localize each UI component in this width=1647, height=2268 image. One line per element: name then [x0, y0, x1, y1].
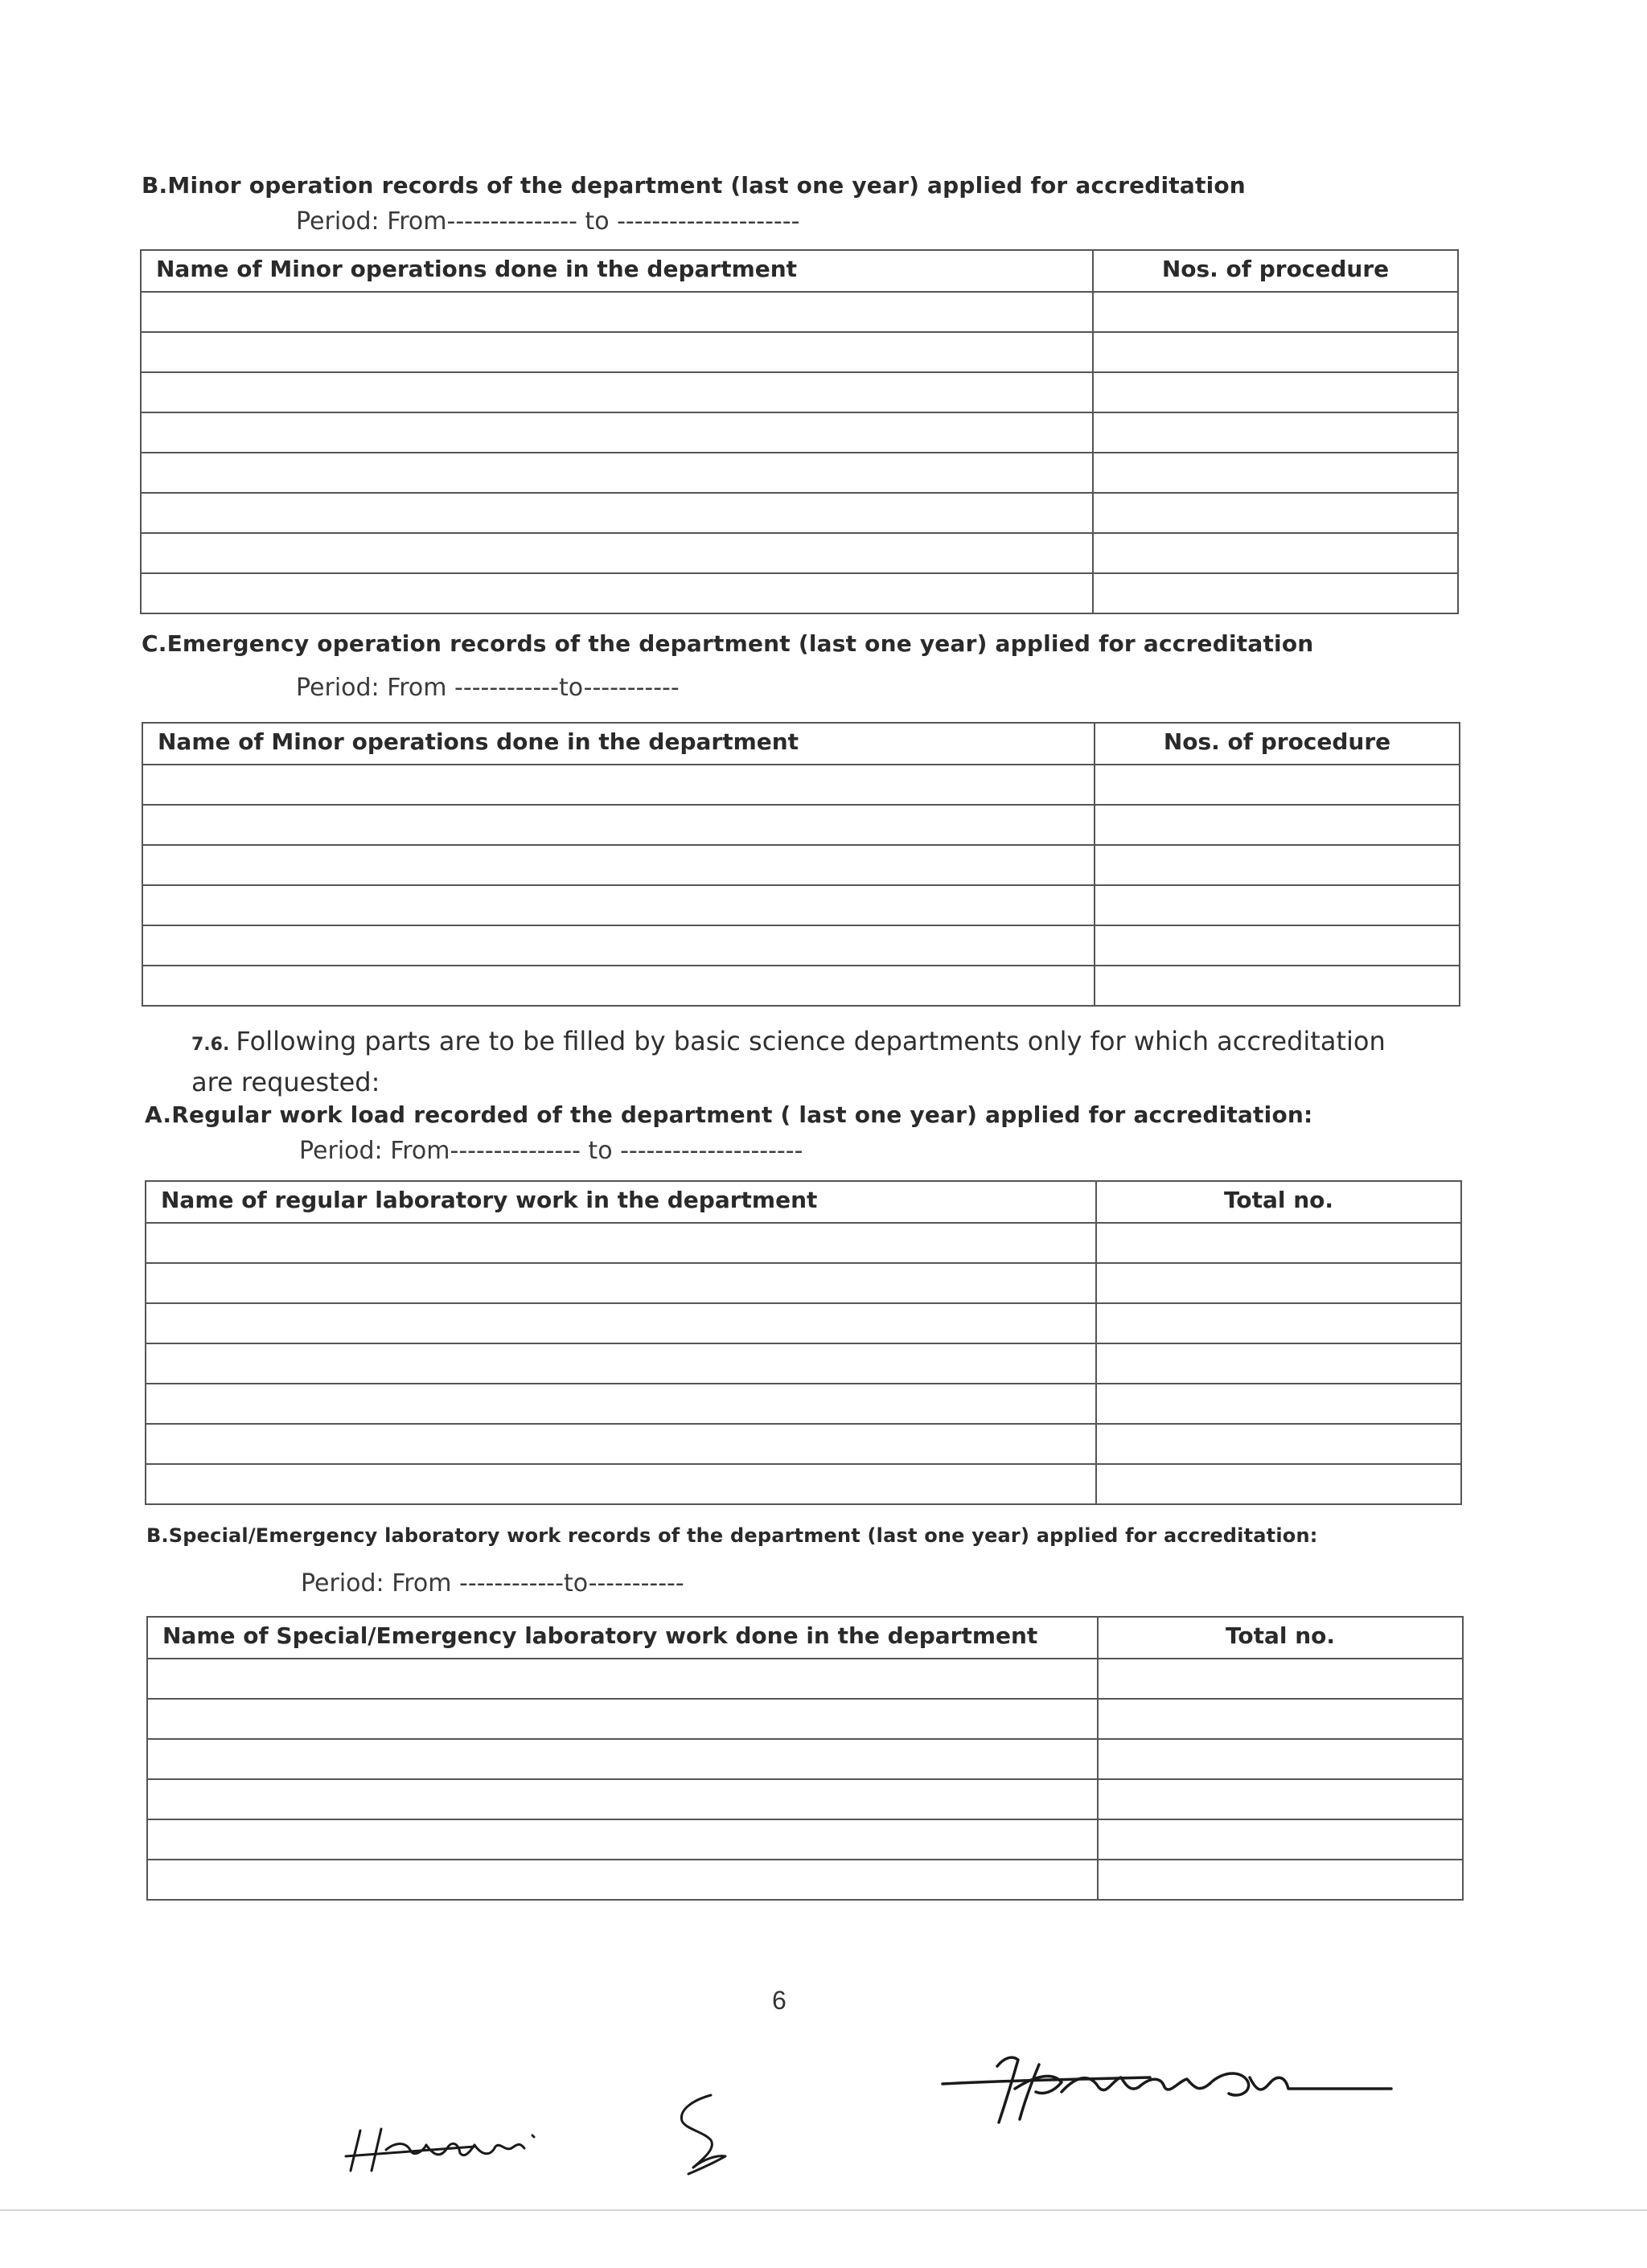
section-7-6-paragraph — [191, 1023, 1398, 1101]
name-cell[interactable] — [147, 1699, 1098, 1739]
count-cell[interactable] — [1096, 1464, 1461, 1504]
count-cell[interactable] — [1095, 925, 1460, 966]
section-a-regular-period: Period: From--------------- to --------------------- — [299, 1137, 803, 1165]
count-cell[interactable] — [1093, 292, 1458, 332]
table-row — [141, 493, 1458, 533]
name-cell[interactable] — [146, 1424, 1096, 1464]
name-cell[interactable] — [141, 453, 1093, 493]
name-cell[interactable] — [146, 1343, 1096, 1384]
name-cell[interactable] — [147, 1819, 1098, 1860]
table-row — [146, 1303, 1461, 1343]
column-header-total: Total no. — [1098, 1617, 1463, 1659]
name-cell[interactable] — [146, 1464, 1096, 1504]
count-cell[interactable] — [1093, 412, 1458, 453]
signature-right-icon — [941, 2042, 1391, 2131]
count-cell[interactable] — [1096, 1384, 1461, 1424]
table-row — [147, 1699, 1463, 1739]
count-cell[interactable] — [1096, 1303, 1461, 1343]
name-cell[interactable] — [142, 845, 1095, 885]
section-number: 7.6. — [191, 1035, 230, 1055]
count-cell[interactable] — [1095, 765, 1460, 805]
regular-laboratory-work-table — [145, 1180, 1462, 1505]
name-cell[interactable] — [147, 1779, 1098, 1819]
table-row — [147, 1739, 1463, 1779]
count-cell[interactable] — [1098, 1659, 1463, 1699]
count-cell[interactable] — [1093, 533, 1458, 573]
name-cell[interactable] — [141, 292, 1093, 332]
name-cell[interactable] — [147, 1739, 1098, 1779]
count-cell[interactable] — [1095, 966, 1460, 1006]
name-cell[interactable] — [142, 925, 1095, 966]
section-7-6-text: Following parts are to be filled by basic science departments only for which accreditation are requested: — [191, 1026, 1386, 1097]
table-row — [142, 765, 1460, 805]
column-header-count: Nos. of procedure — [1093, 250, 1458, 292]
table-row — [142, 845, 1460, 885]
column-header-name: Name of Minor operations done in the department — [141, 250, 1093, 292]
count-cell[interactable] — [1096, 1424, 1461, 1464]
signature-left-icon — [346, 2106, 555, 2179]
special-laboratory-work-table — [146, 1616, 1464, 1901]
name-cell[interactable] — [146, 1303, 1096, 1343]
name-cell[interactable] — [146, 1263, 1096, 1303]
name-cell[interactable] — [142, 765, 1095, 805]
scan-edge-line — [0, 2209, 1647, 2211]
table-row — [141, 372, 1458, 412]
count-cell[interactable] — [1095, 845, 1460, 885]
name-cell[interactable] — [147, 1659, 1098, 1699]
section-b-special-heading: B.Special/Emergency laboratory work records of the department (last one year) applied for accreditation: — [146, 1524, 1318, 1547]
name-cell[interactable] — [141, 332, 1093, 372]
table-row — [146, 1424, 1461, 1464]
table-row — [147, 1819, 1463, 1860]
table-row — [141, 533, 1458, 573]
count-cell[interactable] — [1095, 805, 1460, 845]
table-row — [146, 1263, 1461, 1303]
column-header-name: Name of Special/Emergency laboratory work done in the department — [147, 1617, 1098, 1659]
section-c-emergency-heading: C.Emergency operation records of the department (last one year) applied for accreditation — [142, 630, 1314, 657]
name-cell[interactable] — [141, 493, 1093, 533]
signature-initial-icon — [664, 2090, 737, 2179]
name-cell[interactable] — [142, 966, 1095, 1006]
section-c-emergency-period: Period: From ------------to----------- — [296, 674, 680, 702]
count-cell[interactable] — [1093, 453, 1458, 493]
section-b-special-period: Period: From ------------to----------- — [301, 1569, 684, 1597]
column-header-name: Name of regular laboratory work in the department — [146, 1181, 1096, 1223]
table-row — [147, 1659, 1463, 1699]
column-header-total: Total no. — [1096, 1181, 1461, 1223]
count-cell[interactable] — [1098, 1699, 1463, 1739]
count-cell[interactable] — [1095, 885, 1460, 925]
page-number: 6 — [772, 1986, 787, 2015]
minor-operations-table — [140, 249, 1459, 614]
count-cell[interactable] — [1098, 1819, 1463, 1860]
count-cell[interactable] — [1096, 1343, 1461, 1384]
name-cell[interactable] — [141, 533, 1093, 573]
count-cell[interactable] — [1096, 1263, 1461, 1303]
table-row — [146, 1384, 1461, 1424]
emergency-operations-table — [142, 722, 1460, 1007]
table-row — [141, 332, 1458, 372]
table-row — [147, 1860, 1463, 1900]
name-cell[interactable] — [142, 805, 1095, 845]
table-row — [142, 885, 1460, 925]
count-cell[interactable] — [1098, 1779, 1463, 1819]
table-row — [142, 805, 1460, 845]
name-cell[interactable] — [146, 1223, 1096, 1263]
count-cell[interactable] — [1093, 573, 1458, 613]
section-b-minor-heading: B.Minor operation records of the department (last one year) applied for accreditation — [142, 172, 1246, 199]
table-row — [141, 412, 1458, 453]
table-row — [142, 925, 1460, 966]
name-cell[interactable] — [147, 1860, 1098, 1900]
column-header-name: Name of Minor operations done in the department — [142, 723, 1095, 765]
table-row — [141, 292, 1458, 332]
name-cell[interactable] — [142, 885, 1095, 925]
name-cell[interactable] — [141, 412, 1093, 453]
section-a-regular-heading: A.Regular work load recorded of the department ( last one year) applied for accreditation: — [145, 1101, 1313, 1128]
table-row — [141, 573, 1458, 613]
table-row — [146, 1223, 1461, 1263]
name-cell[interactable] — [141, 372, 1093, 412]
column-header-count: Nos. of procedure — [1095, 723, 1460, 765]
name-cell[interactable] — [146, 1384, 1096, 1424]
count-cell[interactable] — [1096, 1223, 1461, 1263]
name-cell[interactable] — [141, 573, 1093, 613]
count-cell[interactable] — [1093, 372, 1458, 412]
count-cell[interactable] — [1093, 493, 1458, 533]
table-row — [142, 966, 1460, 1006]
count-cell[interactable] — [1098, 1739, 1463, 1779]
table-row — [147, 1779, 1463, 1819]
count-cell[interactable] — [1098, 1860, 1463, 1900]
section-b-minor-period: Period: From--------------- to --------------------- — [296, 207, 800, 236]
table-row — [146, 1343, 1461, 1384]
table-row — [146, 1464, 1461, 1504]
table-row — [141, 453, 1458, 493]
count-cell[interactable] — [1093, 332, 1458, 372]
